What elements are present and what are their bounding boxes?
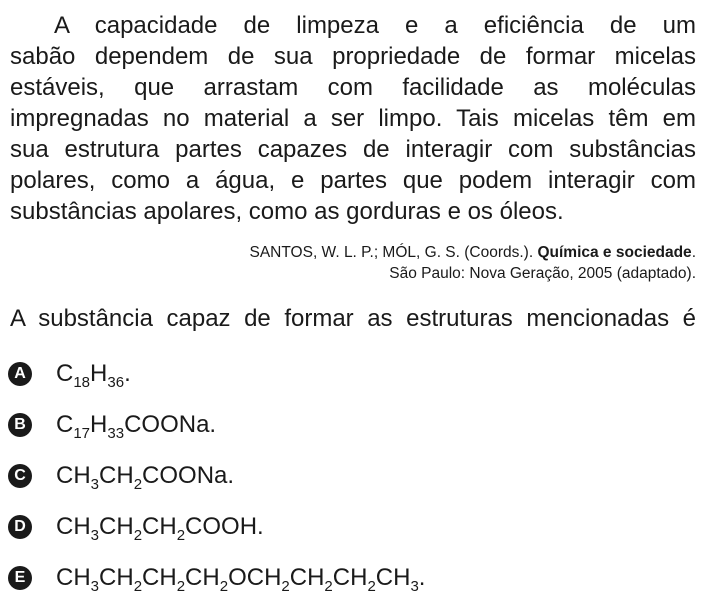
text-line: A capacidade de limpeza e a eficiência de um (54, 12, 696, 39)
formula-subscript: 2 (367, 578, 376, 595)
formula-text: CH (332, 564, 368, 591)
text-line: impregnadas no material a ser limpo. Tais micelas têm em (10, 105, 696, 132)
formula-text: CH (142, 564, 177, 591)
citation-title: Química e sociedade (537, 244, 692, 261)
formula-text: CH (142, 513, 177, 540)
citation-line-2: São Paulo: Nova Geração, 2005 (adaptado). (389, 265, 696, 282)
option-formula (56, 460, 234, 491)
option-letter-badge: B (8, 413, 32, 437)
option-letter-badge: A (8, 362, 32, 386)
formula-text: . (418, 564, 426, 591)
text-line: substâncias apolares, como as gorduras e os óleos. (10, 198, 564, 225)
text-line: estáveis, que arrastam com facilidade as moléculas (10, 74, 696, 101)
formula-text: CH (56, 462, 91, 489)
formula-text: OCH (228, 564, 282, 591)
option-a[interactable] (8, 358, 698, 409)
option-formula (56, 562, 425, 593)
option-e[interactable] (8, 562, 698, 613)
citation (96, 242, 696, 284)
formula-text: CH (56, 564, 91, 591)
formula-subscript: 2 (133, 527, 143, 544)
formula-subscript: 3 (410, 578, 419, 595)
text-line: sabão dependem de sua propriedade de formar micelas (10, 43, 696, 70)
formula-subscript: 3 (90, 527, 100, 544)
text-line: polares, como a água, e partes que podem interagir com (10, 167, 696, 194)
formula-text: COONa. (124, 411, 217, 438)
formula-subscript: 33 (107, 425, 125, 442)
option-d[interactable] (8, 511, 698, 562)
formula-text: CH (185, 564, 220, 591)
citation-line-1 (96, 242, 696, 263)
formula-subscript: 2 (324, 578, 333, 595)
formula-text: CH (99, 462, 134, 489)
option-letter-badge: C (8, 464, 32, 488)
formula-text: C (56, 411, 74, 438)
formula-text: . (124, 360, 131, 387)
formula-text: CH (375, 564, 411, 591)
formula-subscript: 2 (219, 578, 229, 595)
option-b[interactable] (8, 409, 698, 460)
answer-options (8, 358, 698, 613)
option-c[interactable] (8, 460, 698, 511)
text-line: sua estrutura partes capazes de interagir com substâncias (10, 136, 696, 163)
formula-text: H (90, 360, 108, 387)
formula-text: COONa. (142, 462, 235, 489)
formula-text: C (56, 360, 74, 387)
formula-text: COOH. (185, 513, 264, 540)
formula-text: CH (289, 564, 325, 591)
option-letter-badge: E (8, 566, 32, 590)
option-formula (56, 511, 264, 542)
formula-subscript: 36 (107, 374, 125, 391)
option-formula (56, 409, 216, 440)
formula-subscript: 2 (176, 527, 186, 544)
formula-text: CH (99, 564, 134, 591)
formula-subscript: 2 (133, 578, 143, 595)
citation-period: . (691, 244, 696, 261)
formula-subscript: 2 (281, 578, 290, 595)
formula-subscript: 3 (90, 476, 100, 493)
formula-text: H (90, 411, 108, 438)
formula-subscript: 17 (73, 425, 91, 442)
formula-subscript: 2 (176, 578, 186, 595)
formula-subscript: 18 (73, 374, 91, 391)
text-paragraph (10, 10, 696, 227)
formula-text: CH (56, 513, 91, 540)
citation-authors: SANTOS, W. L. P.; MÓL, G. S. (Coords.). (249, 244, 538, 261)
question-stem: A substância capaz de formar as estruturas mencionadas é (10, 305, 696, 332)
option-formula (56, 358, 131, 389)
formula-text: CH (99, 513, 134, 540)
option-letter-badge: D (8, 515, 32, 539)
formula-subscript: 2 (133, 476, 143, 493)
formula-subscript: 3 (90, 578, 100, 595)
